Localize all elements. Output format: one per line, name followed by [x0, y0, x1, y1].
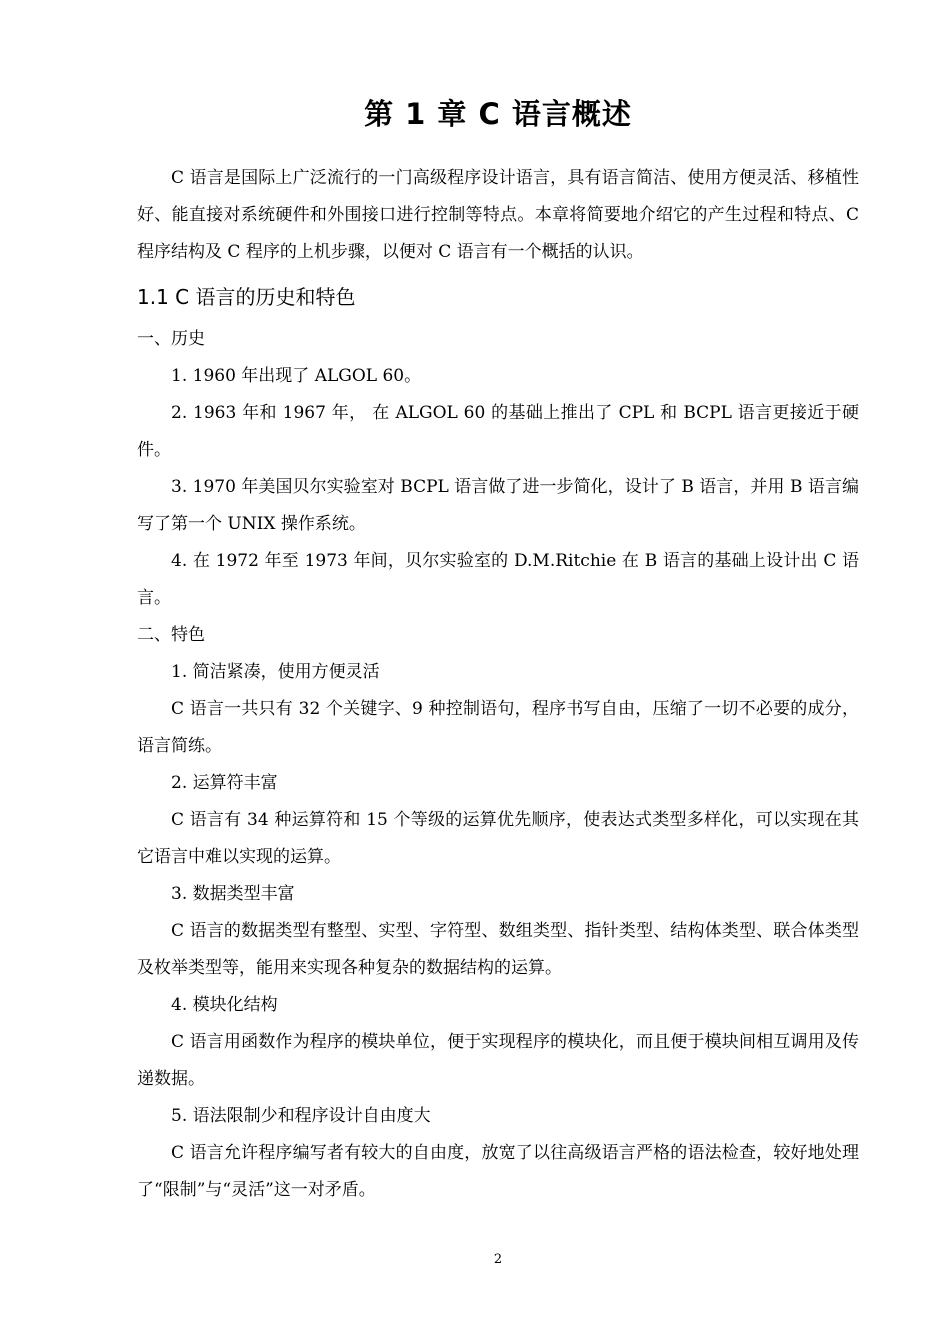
feature-text-2: C 语言有 34 种运算符和 15 个等级的运算优先顺序，使表达式类型多样化，可以实现在其它语言中难以实现的运算。 [137, 810, 859, 867]
section-heading-1-1: 1.1 C 语言的历史和特色 [137, 285, 356, 309]
feature-text-4: C 语言用函数作为程序的模块单位，便于实现程序的模块化，而且便于模块间相互调用及传递数据。 [137, 1032, 859, 1089]
feature-title-5: 5. 语法限制少和程序设计自由度大 [171, 1106, 431, 1126]
history-heading: 一、历史 [137, 329, 205, 349]
feature-text-5: C 语言允许程序编写者有较大的自由度，放宽了以往高级语言严格的语法检查，较好地处理了“限制”与“灵活”这一对矛盾。 [137, 1143, 859, 1200]
feature-text-1: C 语言一共只有 32 个关键字、9 种控制语句，程序书写自由，压缩了一切不必要的成分，语言简练。 [137, 699, 859, 756]
feature-title-4: 4. 模块化结构 [171, 995, 278, 1015]
feature-title-2: 2. 运算符丰富 [171, 773, 278, 793]
chapter-title: 第 1 章 C 语言概述 [364, 97, 632, 131]
history-item-2: 2. 1963 年和 1967 年， 在 ALGOL 60 的基础上推出了 CPL 和 BCPL 语言更接近于硬件。 [137, 403, 859, 460]
features-heading: 二、特色 [137, 625, 205, 645]
page-number: 2 [493, 1252, 503, 1267]
intro-paragraph: C 语言是国际上广泛流行的一门高级程序设计语言，具有语言简洁、使用方便灵活、移植性好、能直接对系统硬件和外围接口进行控制等特点。本章将简要地介绍它的产生过程和特点、C 程序结构及 C 程序的上机步骤，以便对 C 语言有一个概括的认识。 [137, 168, 859, 262]
history-item-3: 3. 1970 年美国贝尔实验室对 BCPL 语言做了进一步简化，设计了 B 语言，并用 B 语言编写了第一个 UNIX 操作系统。 [137, 477, 859, 534]
history-item-1: 1. 1960 年出现了 ALGOL 60。 [171, 366, 422, 386]
feature-title-3: 3. 数据类型丰富 [171, 884, 295, 904]
feature-text-3: C 语言的数据类型有整型、实型、字符型、数组类型、指针类型、结构体类型、联合体类型及枚举类型等，能用来实现各种复杂的数据结构的运算。 [137, 921, 859, 978]
history-item-4: 4. 在 1972 年至 1973 年间，贝尔实验室的 D.M.Ritchie 在 B 语言的基础上设计出 C 语言。 [137, 551, 859, 608]
document-body [137, 160, 859, 1209]
feature-title-1: 1. 简洁紧凑，使用方便灵活 [171, 662, 380, 682]
